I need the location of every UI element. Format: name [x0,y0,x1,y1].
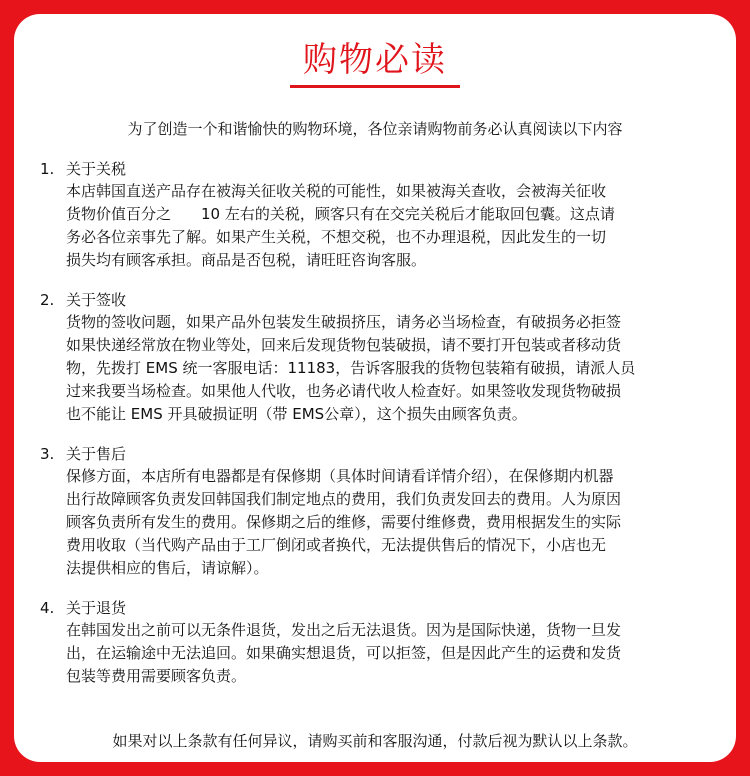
body-line: 包装等费用需要顾客负责。 [66,667,247,685]
section-heading: 关于签收 [66,291,127,309]
body-line: 货物的签收问题，如果产品外包装发生破损挤压，请务必当场检查，有破损务必拒签 [66,313,622,331]
body-line: 法提供相应的售后，请谅解）。 [66,559,269,577]
body-line: 顾客负责所有发生的费用。保修期之后的维修，需要付维修费，费用根据发生的实际 [66,513,622,531]
body-line: 如果快递经常放在物业等处，回来后发现货物包装破损，请不要打开包装或者移动货 [66,336,622,354]
section-body [66,180,720,272]
section-number: 1. [40,160,55,178]
body-line: 过来我要当场检查。如果他人代收，也务必请代收人检查好。如果签收发现货物破损 [66,382,622,400]
title-underline [290,85,460,88]
body-line: 货物价值百分之 10 左右的关税，顾客只有在交完关税后才能取回包囊。这点请 [66,205,615,223]
section-number: 4. [40,599,55,617]
section-heading: 关于退货 [66,599,127,617]
section-number: 2. [40,291,55,309]
section-body [66,619,720,688]
body-line: 本店韩国直送产品存在被海关征收关税的可能性，如果被海关查收，会被海关征收 [66,182,607,200]
body-line: 务必各位亲事先了解。如果产生关税，不想交税，也不办理退税，因此发生的一切 [66,228,607,246]
page-title: 购物必读 [303,40,447,80]
section-body [66,465,720,580]
body-line: 费用收取（当代购产品由于工厂倒闭或者换代，无法提供售后的情况下，小店也无 [66,536,607,554]
body-line: 在韩国发出之前可以无条件退货，发出之后无法退货。因为是国际快递，货物一旦发 [66,621,622,639]
body-line: 也不能让 EMS 开具破损证明（带 EMS公章），这个损失由顾客负责。 [66,405,527,423]
body-line: 出，在运输途中无法追回。如果确实想退货，可以拒签，但是因此产生的运费和发货 [66,644,622,662]
section-number: 3. [40,445,55,463]
body-line: 损失均有顾客承担。商品是否包税，请旺旺咨询客服。 [66,251,427,269]
body-line: 保修方面，本店所有电器都是有保修期（具体时间请看详情介绍），在保修期内机器 [66,467,614,485]
section-body [66,311,720,426]
section-heading: 关于售后 [66,445,127,463]
body-line: 物，先拨打 EMS 统一客服电话：11183，告诉客服我的货物包装箱有破损，请派人员 [66,359,636,377]
section-heading: 关于关税 [66,160,127,178]
body-line: 出行故障顾客负责发回韩国我们制定地点的费用，我们负责发回去的费用。人为原因 [66,490,622,508]
notice-card [14,14,736,762]
intro-text: 为了创造一个和谐愉快的购物环境，各位亲请购物前务必认真阅读以下内容 [127,120,623,138]
closing-text: 如果对以上条款有任何异议，请购买前和客服沟通，付款后视为默认以上条款。 [112,732,638,750]
